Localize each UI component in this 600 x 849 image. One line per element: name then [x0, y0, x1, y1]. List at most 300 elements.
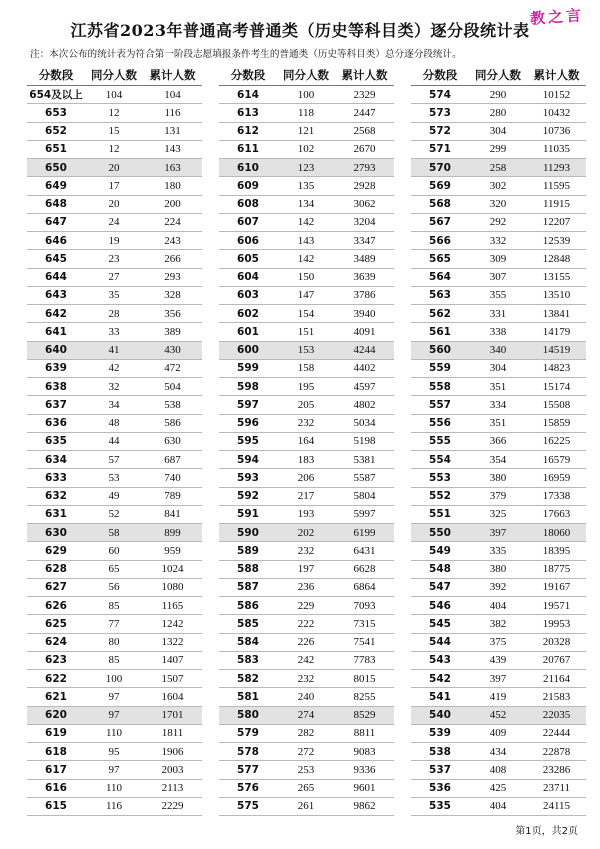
same-count-cell: 97: [108, 763, 120, 776]
same-count-cell: 304: [489, 125, 507, 138]
cumulative-cell: 21583: [542, 690, 571, 703]
header-cumulative: 累计人数: [149, 67, 196, 82]
same-count-cell: 408: [489, 763, 507, 776]
table-row: [411, 670, 586, 688]
cumulative-cell: 1407: [161, 654, 184, 667]
table-row: [219, 451, 394, 469]
cumulative-cell: 841: [164, 508, 181, 521]
score-cell: 597: [237, 398, 259, 411]
table-row: [411, 634, 586, 652]
same-count-cell: 116: [105, 800, 123, 813]
score-cell: 636: [45, 417, 67, 430]
same-count-cell: 100: [297, 88, 315, 101]
score-cell: 537: [429, 763, 451, 776]
cumulative-cell: 18775: [542, 563, 571, 576]
same-count-cell: 97: [108, 690, 120, 703]
score-cell: 610: [237, 161, 259, 174]
cumulative-cell: 5997: [353, 508, 376, 521]
table-row: [411, 232, 586, 250]
cumulative-cell: 1242: [161, 617, 184, 630]
header-cumulative: 累计人数: [533, 67, 580, 82]
cumulative-cell: 1811: [161, 727, 184, 740]
score-cell: 539: [429, 727, 451, 740]
cumulative-cell: 293: [164, 271, 181, 284]
cumulative-cell: 3347: [353, 234, 376, 247]
cumulative-cell: 10432: [542, 106, 571, 119]
score-cell: 630: [45, 526, 67, 539]
same-count-cell: 397: [489, 672, 507, 685]
same-count-cell: 193: [297, 508, 315, 521]
table-row: [27, 761, 202, 779]
score-cell: 649: [45, 179, 67, 192]
score-cell: 617: [45, 763, 67, 776]
table-row: [27, 378, 202, 396]
table-row: [411, 141, 586, 159]
score-cell: 643: [45, 289, 67, 302]
cumulative-cell: 116: [164, 106, 181, 119]
score-cell: 574: [429, 88, 451, 101]
table-row: [27, 86, 202, 104]
cumulative-cell: 5804: [353, 490, 376, 503]
table-row: [219, 378, 394, 396]
score-cell: 629: [45, 544, 67, 557]
table-row: [411, 469, 586, 487]
table-row: [27, 542, 202, 560]
table-row: [27, 360, 202, 378]
cumulative-cell: 243: [164, 234, 181, 247]
cumulative-cell: 1165: [161, 599, 184, 612]
table-row: [27, 250, 202, 268]
table-row: [219, 360, 394, 378]
same-count-cell: 49: [108, 490, 120, 503]
cumulative-cell: 504: [164, 380, 181, 393]
cumulative-cell: 12539: [542, 234, 571, 247]
score-cell: 552: [429, 490, 451, 503]
cumulative-cell: 8255: [353, 690, 376, 703]
same-count-cell: 290: [489, 88, 507, 101]
same-count-cell: 375: [489, 636, 507, 649]
same-count-cell: 425: [489, 782, 507, 795]
same-count-cell: 32: [108, 380, 120, 393]
cumulative-cell: 3489: [353, 252, 376, 265]
table-row: [411, 104, 586, 122]
score-cell: 542: [429, 672, 451, 685]
cumulative-cell: 2229: [161, 800, 184, 813]
score-cell: 595: [237, 435, 259, 448]
score-cell: 625: [45, 617, 67, 630]
same-count-cell: 19: [108, 234, 120, 247]
table-row: [27, 177, 202, 195]
table-row: [27, 469, 202, 487]
score-cell: 535: [429, 800, 451, 813]
score-cell: 594: [237, 453, 259, 466]
header-score: 分数段: [422, 67, 458, 82]
same-count-cell: 41: [108, 344, 120, 357]
header-cumulative: 累计人数: [341, 67, 388, 82]
same-count-cell: 147: [297, 289, 315, 302]
score-cell: 641: [45, 325, 67, 338]
cumulative-cell: 9083: [353, 745, 376, 758]
score-table-column-1: [27, 64, 202, 816]
cumulative-cell: 17663: [542, 508, 571, 521]
same-count-cell: 121: [297, 125, 315, 138]
same-count-cell: 404: [489, 800, 507, 813]
table-row: [219, 798, 394, 816]
same-count-cell: 20: [108, 161, 120, 174]
table-row: [219, 141, 394, 159]
same-count-cell: 338: [489, 325, 507, 338]
table-row: [219, 323, 394, 341]
same-count-cell: 77: [108, 617, 120, 630]
table-row: [411, 451, 586, 469]
cumulative-cell: 2329: [353, 88, 376, 101]
table-row: [411, 688, 586, 706]
table-row: [411, 561, 586, 579]
cumulative-cell: 2928: [353, 179, 376, 192]
cumulative-cell: 389: [164, 325, 181, 338]
table-row: [219, 342, 394, 360]
table-row: [27, 688, 202, 706]
same-count-cell: 102: [297, 143, 315, 156]
table-row: [27, 597, 202, 615]
cumulative-cell: 3204: [353, 216, 376, 229]
table-row: [219, 177, 394, 195]
score-cell: 543: [429, 654, 451, 667]
table-row: [411, 86, 586, 104]
same-count-cell: 15: [108, 125, 120, 138]
table-row: [411, 250, 586, 268]
score-cell: 564: [429, 271, 451, 284]
same-count-cell: 392: [489, 581, 507, 594]
cumulative-cell: 12207: [542, 216, 571, 229]
table-row: [219, 196, 394, 214]
table-row: [27, 104, 202, 122]
table-row: [411, 597, 586, 615]
table-row: [219, 524, 394, 542]
score-cell: 646: [45, 234, 67, 247]
cumulative-cell: 9862: [353, 800, 376, 813]
table-row: [219, 86, 394, 104]
score-cell: 611: [237, 143, 259, 156]
score-cell: 620: [45, 709, 67, 722]
same-count-cell: 17: [108, 179, 120, 192]
score-cell: 589: [237, 544, 259, 557]
score-cell: 612: [237, 125, 259, 138]
same-count-cell: 134: [297, 198, 315, 211]
same-count-cell: 135: [297, 179, 315, 192]
cumulative-cell: 1906: [161, 745, 184, 758]
score-cell: 618: [45, 745, 67, 758]
score-cell: 592: [237, 490, 259, 503]
same-count-cell: 272: [297, 745, 315, 758]
same-count-cell: 309: [489, 252, 507, 265]
score-cell: 577: [237, 763, 259, 776]
score-cell: 556: [429, 417, 451, 430]
table-row: [219, 214, 394, 232]
cumulative-cell: 19167: [542, 581, 571, 594]
table-row: [219, 761, 394, 779]
table-row: [27, 123, 202, 141]
cumulative-cell: 4091: [353, 325, 376, 338]
score-cell: 536: [429, 782, 451, 795]
same-count-cell: 404: [489, 599, 507, 612]
table-row: [219, 250, 394, 268]
score-cell: 650: [45, 161, 67, 174]
same-count-cell: 334: [489, 398, 507, 411]
same-count-cell: 351: [489, 380, 507, 393]
cumulative-cell: 22878: [542, 745, 571, 758]
header-same-count: 同分人数: [475, 67, 521, 82]
same-count-cell: 282: [297, 727, 315, 740]
score-cell: 570: [429, 161, 451, 174]
cumulative-cell: 18060: [542, 526, 571, 539]
table-row: [411, 269, 586, 287]
cumulative-cell: 1604: [161, 690, 184, 703]
cumulative-cell: 15174: [542, 380, 571, 393]
cumulative-cell: 538: [164, 398, 181, 411]
table-row: [27, 196, 202, 214]
table-row: [411, 524, 586, 542]
cumulative-cell: 7541: [353, 636, 376, 649]
score-table-column-2: [219, 64, 394, 816]
table-row: [411, 579, 586, 597]
table-row: [27, 725, 202, 743]
table-row: [27, 579, 202, 597]
score-cell: 549: [429, 544, 451, 557]
same-count-cell: 52: [108, 508, 120, 521]
cumulative-cell: 4597: [353, 380, 376, 393]
same-count-cell: 380: [489, 563, 507, 576]
same-count-cell: 20: [108, 198, 120, 211]
same-count-cell: 57: [108, 453, 120, 466]
same-count-cell: 232: [297, 417, 315, 430]
cumulative-cell: 180: [164, 179, 181, 192]
score-cell: 558: [429, 380, 451, 393]
cumulative-cell: 2447: [353, 106, 376, 119]
cumulative-cell: 2568: [353, 125, 376, 138]
cumulative-cell: 3786: [353, 289, 376, 302]
cumulative-cell: 266: [164, 252, 181, 265]
table-row: [411, 615, 586, 633]
score-cell: 642: [45, 307, 67, 320]
table-row: [219, 506, 394, 524]
score-cell: 587: [237, 581, 259, 594]
table-row: [219, 561, 394, 579]
cumulative-cell: 23711: [542, 782, 571, 795]
same-count-cell: 206: [297, 471, 315, 484]
score-cell: 553: [429, 471, 451, 484]
same-count-cell: 335: [489, 544, 507, 557]
table-row: [27, 214, 202, 232]
table-row: [411, 287, 586, 305]
same-count-cell: 232: [297, 672, 315, 685]
cumulative-cell: 3940: [353, 307, 376, 320]
same-count-cell: 261: [297, 800, 315, 813]
cumulative-cell: 3062: [353, 198, 376, 211]
cumulative-cell: 5587: [353, 471, 376, 484]
cumulative-cell: 6199: [353, 526, 376, 539]
cumulative-cell: 5034: [353, 417, 376, 430]
score-cell: 653: [45, 106, 67, 119]
score-cell: 600: [237, 344, 259, 357]
cumulative-cell: 430: [164, 344, 181, 357]
same-count-cell: 27: [108, 271, 120, 284]
score-cell: 627: [45, 581, 67, 594]
table-row: [27, 415, 202, 433]
same-count-cell: 154: [297, 307, 315, 320]
score-table-column-3: [411, 64, 586, 816]
table-row: [411, 761, 586, 779]
table-row: [27, 323, 202, 341]
cumulative-cell: 20767: [542, 654, 571, 667]
cumulative-cell: 14179: [542, 325, 571, 338]
table-row: [219, 104, 394, 122]
cumulative-cell: 687: [164, 453, 181, 466]
cumulative-cell: 16225: [542, 435, 571, 448]
table-row: [411, 725, 586, 743]
table-row: [27, 159, 202, 177]
cumulative-cell: 22444: [542, 727, 571, 740]
cumulative-cell: 6431: [353, 544, 376, 557]
same-count-cell: 226: [297, 636, 315, 649]
table-row: [411, 396, 586, 414]
cumulative-cell: 17338: [542, 490, 571, 503]
same-count-cell: 158: [297, 362, 315, 375]
score-cell: 647: [45, 216, 67, 229]
cumulative-cell: 789: [164, 490, 181, 503]
score-cell: 562: [429, 307, 451, 320]
table-row: [219, 415, 394, 433]
cumulative-cell: 21164: [542, 672, 571, 685]
table-row: [411, 488, 586, 506]
score-cell: 615: [45, 800, 67, 813]
score-cell: 544: [429, 636, 451, 649]
page-footer: 第1页，共2页: [515, 826, 578, 837]
score-cell: 593: [237, 471, 259, 484]
same-count-cell: 110: [105, 782, 123, 795]
same-count-cell: 33: [108, 325, 120, 338]
same-count-cell: 183: [297, 453, 315, 466]
table-row: [411, 305, 586, 323]
cumulative-cell: 7315: [353, 617, 376, 630]
cumulative-cell: 10152: [542, 88, 571, 101]
table-row: [27, 743, 202, 761]
same-count-cell: 42: [108, 362, 120, 375]
score-cell: 585: [237, 617, 259, 630]
page-title: 江苏省2023年普通高考普通类（历史等科目类）逐分段统计表: [70, 21, 530, 40]
cumulative-cell: 2003: [161, 763, 184, 776]
same-count-cell: 44: [108, 435, 120, 448]
cumulative-cell: 6628: [353, 563, 376, 576]
same-count-cell: 265: [297, 782, 315, 795]
score-cell: 640: [45, 344, 67, 357]
same-count-cell: 142: [297, 216, 315, 229]
score-cell: 563: [429, 289, 451, 302]
score-cell: 602: [237, 307, 259, 320]
score-cell: 632: [45, 490, 67, 503]
same-count-cell: 56: [108, 581, 120, 594]
cumulative-cell: 4402: [353, 362, 376, 375]
table-row: [411, 798, 586, 816]
score-cell: 622: [45, 672, 67, 685]
score-cell: 601: [237, 325, 259, 338]
table-row: [411, 159, 586, 177]
score-cell: 561: [429, 325, 451, 338]
same-count-cell: 229: [297, 599, 315, 612]
table-row: [219, 469, 394, 487]
cumulative-cell: 14823: [542, 362, 571, 375]
table-row: [27, 269, 202, 287]
same-count-cell: 332: [489, 234, 507, 247]
score-cell: 566: [429, 234, 451, 247]
table-row: [219, 488, 394, 506]
same-count-cell: 80: [108, 636, 120, 649]
cumulative-cell: 1701: [161, 709, 184, 722]
cumulative-cell: 16579: [542, 453, 571, 466]
cumulative-cell: 143: [164, 143, 181, 156]
score-cell: 614: [237, 88, 259, 101]
table-row: [219, 123, 394, 141]
same-count-cell: 240: [297, 690, 315, 703]
same-count-cell: 299: [489, 143, 507, 156]
score-cell: 554: [429, 453, 451, 466]
score-cell: 635: [45, 435, 67, 448]
cumulative-cell: 11293: [542, 161, 571, 174]
same-count-cell: 397: [489, 526, 507, 539]
same-count-cell: 222: [297, 617, 315, 630]
same-count-cell: 280: [489, 106, 507, 119]
score-cell: 598: [237, 380, 259, 393]
cumulative-cell: 104: [164, 88, 181, 101]
cumulative-cell: 19953: [542, 617, 571, 630]
same-count-cell: 97: [108, 709, 120, 722]
same-count-cell: 100: [105, 672, 123, 685]
score-cell: 638: [45, 380, 67, 393]
same-count-cell: 379: [489, 490, 507, 503]
same-count-cell: 60: [108, 544, 120, 557]
table-row: [27, 652, 202, 670]
table-row: [219, 159, 394, 177]
same-count-cell: 232: [297, 544, 315, 557]
same-count-cell: 274: [297, 709, 315, 722]
score-cell: 560: [429, 344, 451, 357]
score-cell: 547: [429, 581, 451, 594]
score-cell: 579: [237, 727, 259, 740]
cumulative-cell: 9336: [353, 763, 376, 776]
cumulative-cell: 24115: [542, 800, 571, 813]
score-cell: 586: [237, 599, 259, 612]
same-count-cell: 380: [489, 471, 507, 484]
table-row: [411, 360, 586, 378]
table-row: [219, 615, 394, 633]
same-count-cell: 202: [297, 526, 315, 539]
same-count-cell: 419: [489, 690, 507, 703]
table-row: [219, 670, 394, 688]
same-count-cell: 366: [489, 435, 507, 448]
cumulative-cell: 15859: [542, 417, 571, 430]
table-row: [411, 415, 586, 433]
same-count-cell: 153: [297, 344, 315, 357]
table-row: [27, 488, 202, 506]
same-count-cell: 95: [108, 745, 120, 758]
score-cell: 654及以上: [29, 89, 83, 102]
score-cell: 648: [45, 198, 67, 211]
score-cell: 555: [429, 435, 451, 448]
score-cell: 651: [45, 143, 67, 156]
cumulative-cell: 11915: [542, 198, 571, 211]
score-cell: 604: [237, 271, 259, 284]
table-row: [219, 652, 394, 670]
